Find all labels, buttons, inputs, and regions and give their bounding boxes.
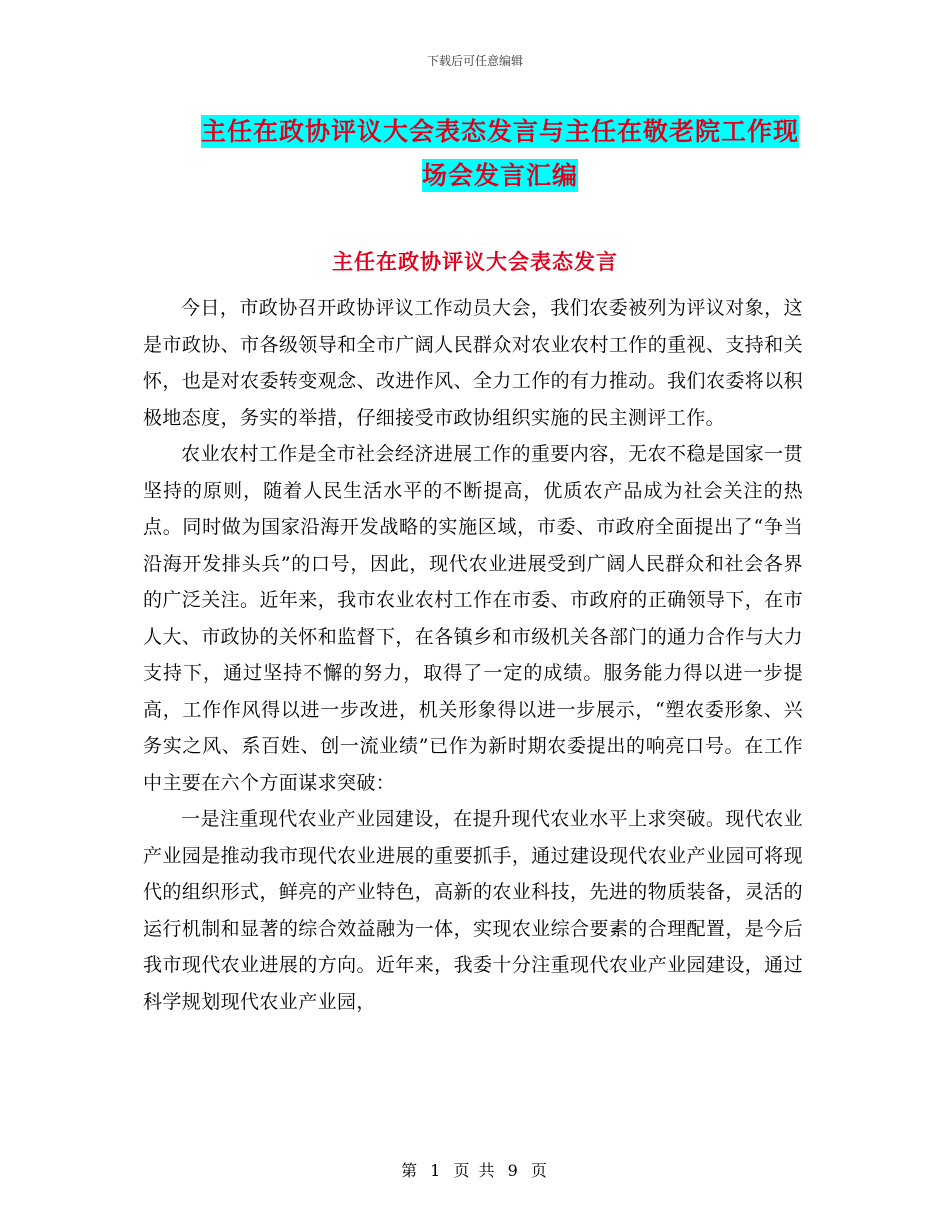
section-title: 主任在政协评议大会表态发言 xyxy=(332,249,618,274)
page-label-prefix: 第 xyxy=(401,1161,420,1180)
paragraph: 一是注重现代农业产业园建设，在提升现代农业水平上求突破。现代农业产业园是推动我市现代农业进展的重要抓手，通过建设现代农业产业园可将现代的组织形式，鲜亮的产业特色，高新的农业科技，先进的物质装备，灵活的运行机制和显著的综合效益融为一体，实现农业综合要素的合理配置，是今后我市现代农业进展的方向。近年来，我委十分注重现代农业产业园建设，通过科学规划现代农业产业园， xyxy=(143,808,803,1013)
page-number: 1 xyxy=(430,1161,443,1180)
paragraph: 农业农村工作是全市社会经济进展工作的重要内容，无农不稳是国家一贯坚持的原则，随着人民生活水平的不断提高，优质农产品成为社会关注的热点。同时做为国家沿海开发战略的实施区域，市委、市政府全面提出了“争当沿海开发排头兵”的口号，因此，现代农业进展受到广阔人民群众和社会各界的广泛关注。近年来，我市农业农村工作在市委、市政府的正确领导下，在市人大、市政协的关怀和监督下，在各镇乡和市级机关各部门的通力合作与大力支持下，通过坚持不懈的努力，取得了一定的成绩。服务能力得以进一步提高，工作作风得以进一步改进，机关形象得以进一步展示，“塑农委形象、兴务实之风、系百姓、创一流业绩”已作为新时期农委提出的响亮口号。在工作中主要在六个方面谋求突破： xyxy=(143,443,803,794)
document-title-text: 主任在政协评议大会表态发言与主任在敬老院工作现场会发言汇编 xyxy=(200,117,799,190)
page-footer xyxy=(0,1158,950,1181)
document-title xyxy=(190,110,810,198)
page-label-suffix: 页 xyxy=(530,1161,549,1180)
paragraph: 今日，市政协召开政协评议工作动员大会，我们农委被列为评议对象，这是市政协、市各级领导和全市广阔人民群众对农业农村工作的重视、支持和关怀，也是对农委转变观念、改进作风、全力工作的有力推动。我们农委将以积极地态度，务实的举措，仔细接受市政协组织实施的民主测评工作。 xyxy=(143,297,803,429)
total-pages: 9 xyxy=(507,1161,520,1180)
body-text xyxy=(143,290,803,1020)
page-label-mid: 页 共 xyxy=(453,1161,497,1180)
page-header: 下载后可任意编辑 xyxy=(426,54,523,68)
